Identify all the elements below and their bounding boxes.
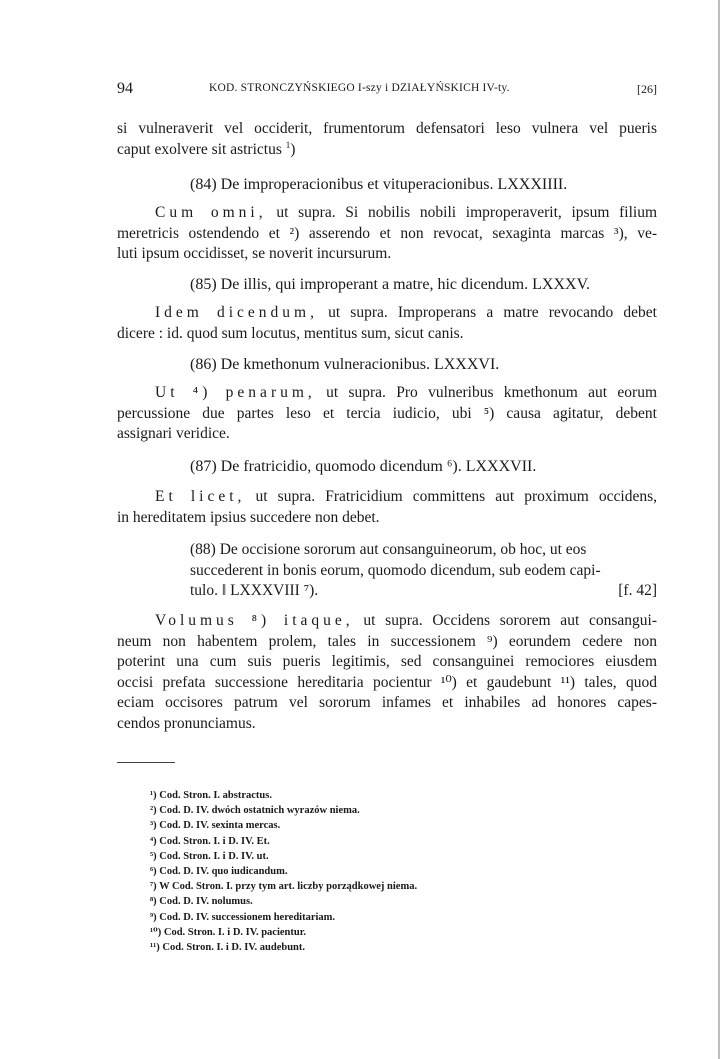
footnote: ⁶) Cod. D. IV. quo iudicandum. [150,866,288,878]
text-line: Et licet, ut supra. Fratricidium committens aut proximum occidens, [155,488,657,505]
section-heading-86: (86) De kmethonum vulneracionibus. LXXXVI. [190,356,500,373]
section-heading-88 [190,540,657,602]
footnote: ¹⁰) Cod. Stron. I. i D. IV. pacientur. [150,926,307,938]
text-line: si vulneraverit vel occiderit, frumentorum defensatori leso vulnera vel pueris [117,120,657,137]
running-header [117,80,657,102]
text-line: percussione due partes leso et tercia iudicio, ubi ⁵) causa agitatur, debent [117,404,657,422]
running-title: KOD. STRONCZYŃSKIEGO I-szy i DZIAŁYŃSKICH IV-ty. [209,82,510,94]
section-body-86 [117,383,657,445]
text-line: caput exolvere sit astrictus $^1$) [117,139,296,158]
footnote: ⁴) Cod. Stron. I. i D. IV. Et. [150,835,270,847]
page-number: 94 [117,80,133,97]
section-body-84 [117,203,657,265]
text-line: Idem dicendum, ut supra. Improperans a matre revocando debet [155,304,657,321]
footnotes [150,788,570,955]
incipit: Et licet, [155,488,246,505]
text-line: neum non habentem prolem, tales in successionem ⁹) eorundem cedere non [117,632,657,650]
text-line: luti ipsum occidisset, se noverit incursurum. [117,245,392,262]
bracket-page-number: [26] [637,82,657,96]
heading-line: succederent in bonis eorum, quomodo dicendum, sub eodem capi- [190,561,601,579]
footnote: ²) Cod. D. IV. dwóch ostatnich wyrazów niema. [150,805,360,817]
folio-marker: [f. 42] [618,582,657,599]
text-line: occisi prefata successione hereditaria pocientur ¹⁰) et gaudebunt ¹¹) tales, quod [117,673,657,691]
text-line: in hereditatem ipsius succedere non debet. [117,508,380,526]
text-line: dicere : id. quod sum locutus, mentitus sum, sicut canis. [117,324,464,342]
footnote: ⁸) Cod. D. IV. nolumus. [150,896,253,908]
text-line: meretricis ostendendo et ²) asserendo et non revocat, sexaginta marcas ³), ve- [117,224,657,242]
section-body-85 [117,303,657,344]
section-heading-84: (84) De improperacionibus et vituperacionibus. LXXXIIII. [190,176,568,193]
section-heading-85: (85) De illis, qui improperant a matre, hic dicendum. LXXXV. [190,276,591,293]
section-heading-87: (87) De fratricidio, quomodo dicendum ⁶). LXXXVII. [190,458,537,475]
intro-paragraph [117,119,657,160]
heading-line: tulo. ‖ LXXXVIII ⁷). [f. 42] [190,581,657,602]
footnote: ⁵) Cod. Stron. I. i D. IV. ut. [150,850,269,862]
footnote: ³) Cod. D. IV. sexinta mercas. [150,820,281,832]
section-body-87 [117,487,657,528]
text-line: Ut ⁴) penarum, ut supra. Pro vulneribus kmethonum aut eorum [155,384,658,401]
text-line: Cum omni, ut supra. Si nobilis nobili improperaverit, ipsum filium [155,204,658,221]
footnote: ¹¹) Cod. Stron. I. i D. IV. audebunt. [150,942,305,954]
incipit: Ut ⁴) penarum, [155,384,316,401]
text-line: assignari veridice. [117,425,230,442]
text-line: cendos pronunciamus. [117,714,256,732]
section-body-88 [117,611,657,734]
footnote-divider [117,762,175,763]
text-line: eciam occisores patrum vel sororum infames et inhabiles ad honores capes- [117,694,657,711]
heading-line: (88) De occisione sororum aut consanguineorum, ob hoc, ut eos [190,541,587,558]
text-line: Volumus ⁸) itaque, ut supra. Occidens sororem aut consangui- [155,612,657,629]
text-line: poterint una cum suis pueris legitimis, sed consanguinei remociores eiusdem [117,653,657,670]
footnote: ⁹) Cod. D. IV. successionem hereditariam. [150,911,336,923]
footnote: ⁷) W Cod. Stron. I. przy tym art. liczby porządkowej niema. [150,881,418,893]
incipit: Idem dicendum, [155,304,318,321]
footnote: ¹) Cod. Stron. I. abstractus. [150,790,272,801]
incipit: Volumus ⁸) itaque, [155,612,354,629]
incipit: Cum omni, [155,204,267,221]
